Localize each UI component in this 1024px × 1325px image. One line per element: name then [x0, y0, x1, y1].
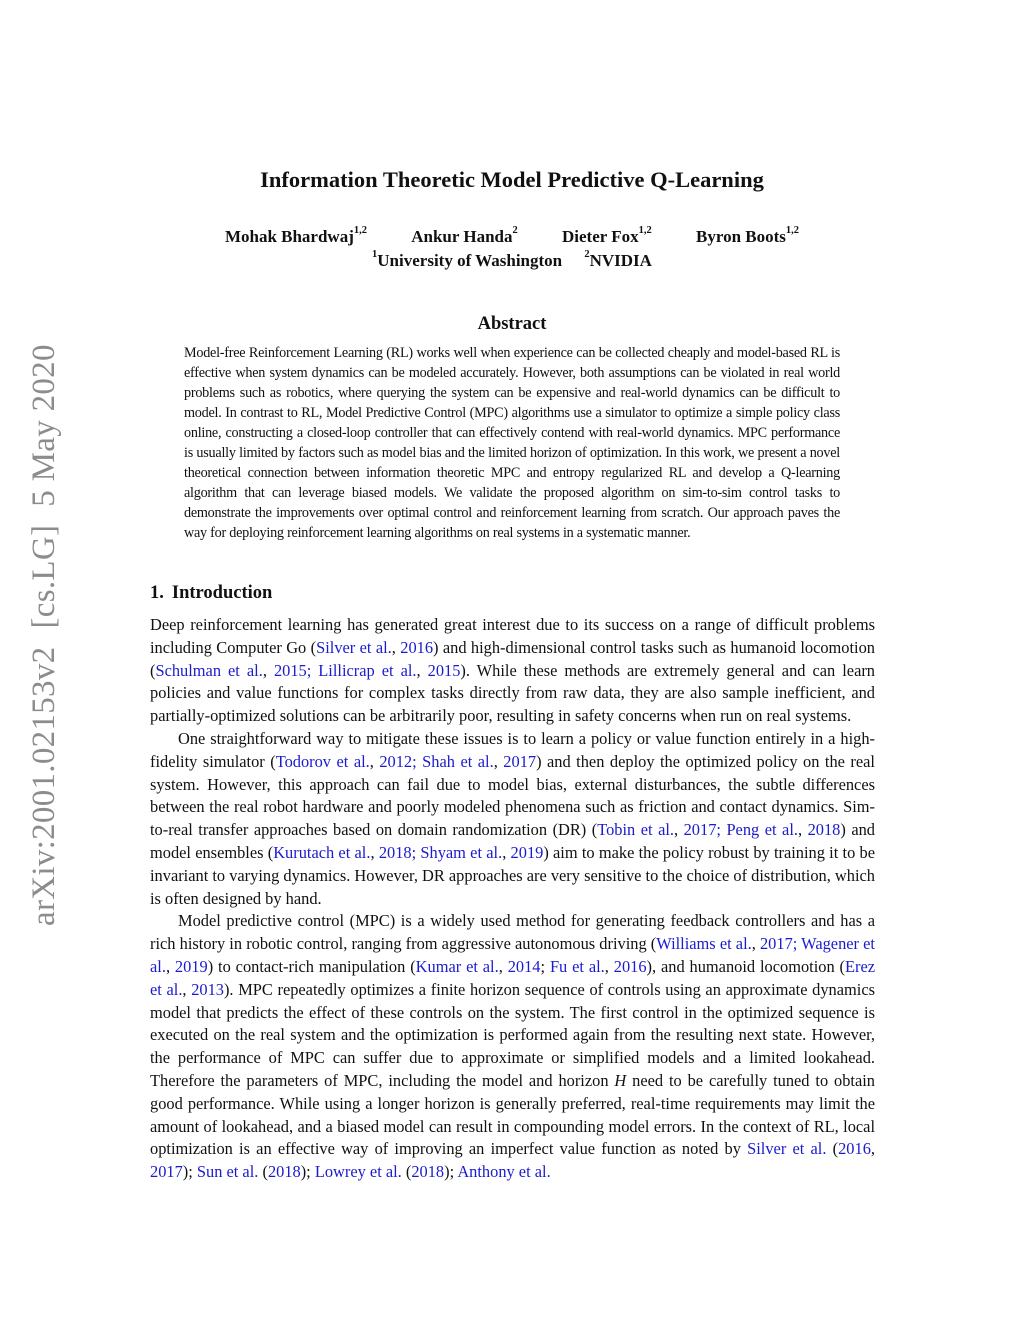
- author-1: Mohak Bhardwaj$^{1,2}$: [224, 225, 367, 246]
- citation-link[interactable]: Kumar et al.: [415, 956, 499, 976]
- paragraph: One straightforward way to mitigate these issues is to learn a policy or value function entirely in a high-fidelity simulator (Todorov et al., 2012; Shah et al., 2017) and then deploy the optimized policy on the real system. However, this approach can fail due to model bias, external disturbances, the subtle differences between the real robot hardware and poorly modeled phenomena such as friction and contact dynamics. Sim-to-real transfer approaches based on domain randomization (DR) (Tobin et al., 2017; Peng et al., 2018) and model ensembles (Kurutach et al., 2018; Shyam et al., 2019) aim to make the policy robust by training it to be invariant to varying dynamics. However, DR approaches are very sensitive to the choice of distribution, which is often designed by hand.: [150, 728, 876, 908]
- citation-link[interactable]: Fu et al.: [549, 956, 605, 976]
- section-number: 1.: [150, 583, 164, 603]
- citation-link[interactable]: 2015; Lillicrap et al.: [273, 660, 417, 680]
- author-2: Ankur Handa$^2$: [411, 225, 518, 246]
- arxiv-date: 5 May 2020: [26, 344, 62, 507]
- citation-link[interactable]: 2016: [613, 956, 647, 976]
- citation-link[interactable]: 2013: [191, 979, 224, 999]
- section-title: Introduction: [171, 583, 273, 603]
- citation-link[interactable]: Sun et al.: [196, 1162, 259, 1182]
- author-3: Dieter Fox$^{1,2}$: [562, 225, 652, 246]
- paragraph: Deep reinforcement learning has generated great interest due to its success on a range of difficult problems including Computer Go (Silver et al., 2016) and high-dimensional control tasks such as humanoid locomotion (Schulman et al., 2015; Lillicrap et al., 2015). While these methods are extremely general and can learn policies and value functions for complex tasks directly from raw data, they are also sample inefficient, and partially-optimized solutions can be arbitrarily poor, resulting in safety concerns when run on real systems.: [150, 615, 876, 726]
- citation-link[interactable]: 2018: [411, 1162, 445, 1182]
- citation-link[interactable]: 2017; Wagener et al.: [150, 934, 875, 976]
- section-heading: [150, 583, 272, 604]
- citation-link[interactable]: 2017; Peng et al.: [683, 820, 798, 840]
- citation-link[interactable]: 2017: [503, 751, 537, 771]
- citation-link[interactable]: Todorov et al.: [275, 751, 370, 771]
- arxiv-id: arXiv:2001.02153v2: [26, 646, 62, 926]
- citation-link[interactable]: 2019: [174, 956, 208, 976]
- citation-link[interactable]: 2018: [267, 1162, 301, 1182]
- citation-link[interactable]: Silver et al.: [316, 637, 392, 657]
- affiliation-list: [0, 249, 1024, 273]
- citation-link[interactable]: Schulman et al.: [155, 660, 263, 680]
- citation-link[interactable]: 2014: [507, 956, 541, 976]
- citation-link[interactable]: 2018: [807, 820, 841, 840]
- paragraph: Model predictive control (MPC) is a widely used method for generating feedback controllers and has a rich history in robotic control, ranging from aggressive autonomous driving (Williams et al., 2017; Wagener et al., 2019) to contact-rich manipulation (Kumar et al., 2014; Fu et al., 2016), and humanoid locomotion (Erez et al., 2013). MPC repeatedly optimizes a finite horizon sequence of controls using an approximate dynamics model that predicts the effect of these controls on the system. The first control in the optimized sequence is executed on the real system and the optimization is performed again from the resulting next state. However, the performance of MPC can suffer due to approximate or simplified models and a limited lookahead. Therefore the parameters of MPC, including the model and horizon H need to be carefully tuned to obtain good performance. While using a longer horizon is generally preferred, real-time requirements may limit the amount of lookahead, and a biased model can result in compounding model errors. In the context of RL, local optimization is an effective way of improving an imperfect value function as noted by Silver et al. (2016, 2017); Sun et al. (2018); Lowrey et al. (2018); Anthony et al.: [150, 911, 876, 1182]
- citation-link[interactable]: Williams et al.: [656, 934, 752, 954]
- citation-link[interactable]: 2018; Shyam et al.: [378, 842, 503, 862]
- citation-link[interactable]: Anthony et al.: [457, 1162, 551, 1182]
- affiliation-2: $^2$NVIDIA: [584, 249, 652, 270]
- author-block: [0, 225, 1024, 273]
- citation-link[interactable]: Silver et al.: [747, 1139, 827, 1159]
- introduction-body: [150, 614, 875, 1184]
- arxiv-category: [cs.LG]: [26, 524, 62, 629]
- math-symbol: H: [614, 1070, 627, 1090]
- citation-link[interactable]: Tobin et al.: [597, 820, 674, 840]
- arxiv-sidebar-stamp: [26, 326, 63, 926]
- affiliation-1: $^1$University of Washington: [372, 249, 563, 270]
- author-list: [0, 225, 1024, 249]
- citation-link[interactable]: 2016: [838, 1139, 871, 1159]
- citation-link[interactable]: 2016: [400, 637, 434, 657]
- author-4: Byron Boots$^{1,2}$: [696, 225, 800, 246]
- citation-link[interactable]: Kurutach et al.: [273, 842, 371, 862]
- paper-title: Information Theoretic Model Predictive Q-Learning: [260, 167, 764, 192]
- citation-link[interactable]: 2017: [150, 1162, 183, 1182]
- abstract-text: Model-free Reinforcement Learning (RL) works well when experience can be collected cheaply and model-based RL is effective when system dynamics can be modeled accurately. However, both assumptions can be violated in real world problems such as robotics, where querying the system can be expensive and real-world dynamics can be difficult to model. In contrast to RL, Model Predictive Control (MPC) algorithms use a simulator to optimize a simple policy class online, constructing a closed-loop controller that can effectively contend with real-world dynamics. MPC performance is usually limited by factors such as model bias and the limited horizon of optimization. In this work, we present a novel theoretical connection between information theoretic MPC and entropy regularized RL and develop a Q-learning algorithm that can leverage biased models. We validate the proposed algorithm on sim-to-sim control tasks to demonstrate the improvements over optimal control and reinforcement learning from scratch. Our approach paves the way for deploying reinforcement learning algorithms on real systems in a systematic manner.: [184, 345, 840, 541]
- citation-link[interactable]: 2012; Shah et al.: [379, 751, 494, 771]
- citation-link[interactable]: Erez et al.: [150, 956, 876, 999]
- citation-link[interactable]: 2015: [427, 660, 461, 680]
- abstract-heading: Abstract: [477, 314, 547, 334]
- citation-link[interactable]: 2019: [510, 842, 544, 862]
- citation-link[interactable]: Lowrey et al.: [314, 1162, 402, 1182]
